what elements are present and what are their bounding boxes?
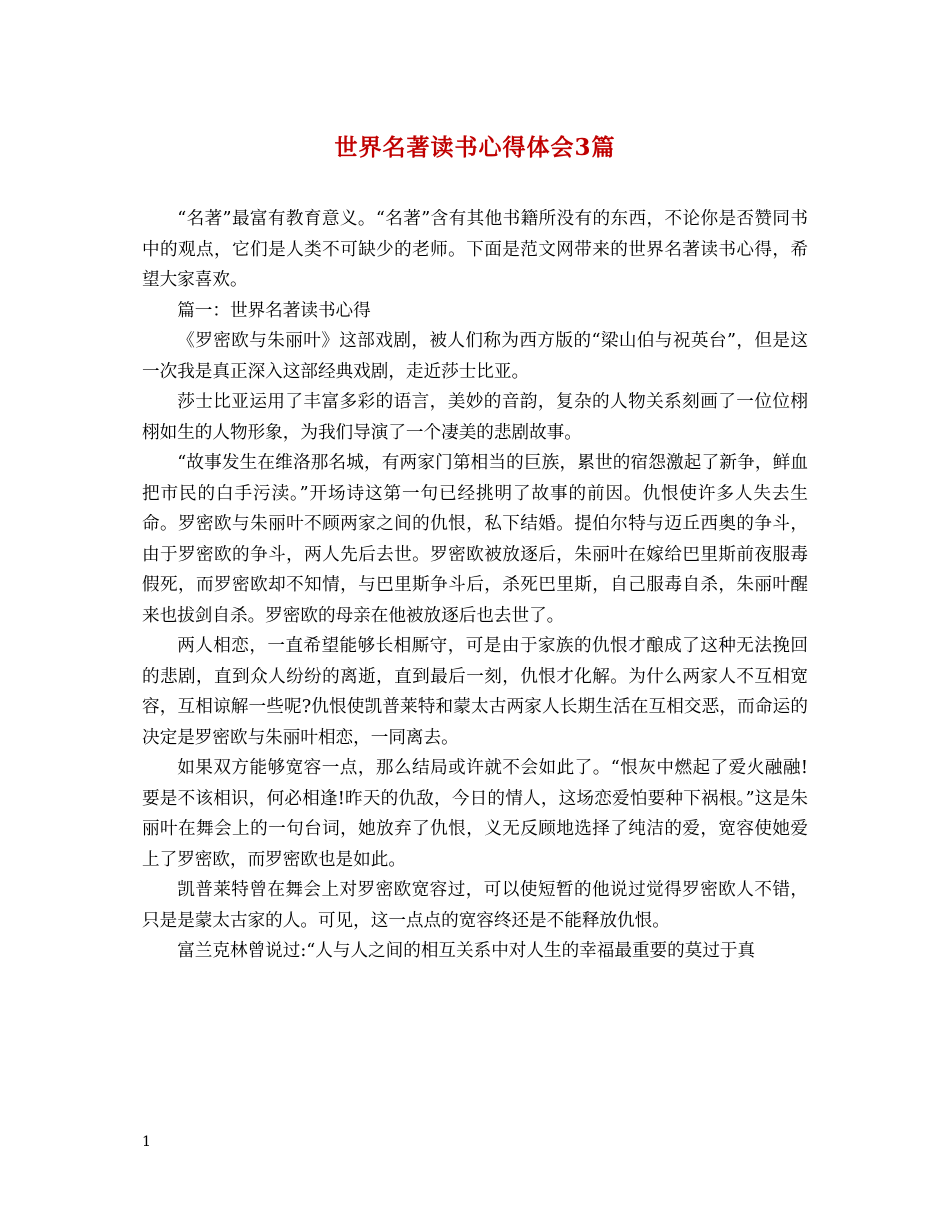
body-paragraph: “故事发生在维洛那名城，有两家门第相当的巨族，累世的宿怨激起了新争，鲜血把市民的白手污渎。”开场诗这第一句已经挑明了故事的前因。仇恨使许多人失去生命。罗密欧与朱丽叶不顾两家之间的仇恨，私下结婚。提伯尔特与迈丘西奥的争斗，由于罗密欧的争斗，两人先后去世。罗密欧被放逐后，朱丽叶在嫁给巴里斯前夜服毒假死，而罗密欧却不知情，与巴里斯争斗后，杀死巴里斯，自己服毒自杀，朱丽叶醒来也拔剑自杀。罗密欧的母亲在他被放逐后也去世了。 bbox=[142, 453, 808, 626]
body-paragraph: 富兰克林曾说过:“人与人之间的相互关系中对人生的幸福最重要的莫过于真 bbox=[177, 941, 756, 961]
document-title: 世界名著读书心得体会3篇 bbox=[334, 134, 616, 161]
body-paragraph: 莎士比亚运用了丰富多彩的语言，美妙的音韵，复杂的人物关系刻画了一位位栩栩如生的人物形象，为我们导演了一个凄美的悲剧故事。 bbox=[142, 392, 808, 443]
body-paragraph: 如果双方能够宽容一点，那么结局或许就不会如此了。“恨灰中燃起了爱火融融!要是不该相识，何必相逢!昨天的仇敌，今日的情人，这场恋爱怕要种下祸根。”这是朱丽叶在舞会上的一句台词，她放弃了仇恨，义无反顾地选择了纯洁的爱，宽容使她爱上了罗密欧，而罗密欧也是如此。 bbox=[142, 758, 808, 870]
section-heading: 篇一：世界名著读书心得 bbox=[177, 300, 371, 321]
intro-paragraph: “名著”最富有教育意义。“名著”含有其他书籍所没有的东西，不论你是否赞同书中的观点，它们是人类不可缺少的老师。下面是范文网带来的世界名著读书心得，希望大家喜欢。 bbox=[142, 209, 808, 290]
document-body bbox=[142, 204, 808, 967]
body-paragraph: 《罗密欧与朱丽叶》这部戏剧，被人们称为西方版的“梁山伯与祝英台”，但是这一次我是真正深入这部经典戏剧，走近莎士比亚。 bbox=[142, 331, 808, 382]
body-paragraph: 凯普莱特曾在舞会上对罗密欧宽容过，可以使短暂的他说过觉得罗密欧人不错，只是是蒙太古家的人。可见，这一点点的宽容终还是不能释放仇恨。 bbox=[142, 880, 808, 931]
body-paragraph: 两人相恋，一直希望能够长相厮守，可是由于家族的仇恨才酿成了这种无法挽回的悲剧，直到众人纷纷的离逝，直到最后一刻，仇恨才化解。为什么两家人不互相宽容，互相谅解一些呢?仇恨使凯普莱特和蒙太古两家人长期生活在互相交恶，而命运的决定是罗密欧与朱丽叶相恋，一同离去。 bbox=[142, 636, 808, 748]
page-number: 1 bbox=[142, 1134, 151, 1150]
